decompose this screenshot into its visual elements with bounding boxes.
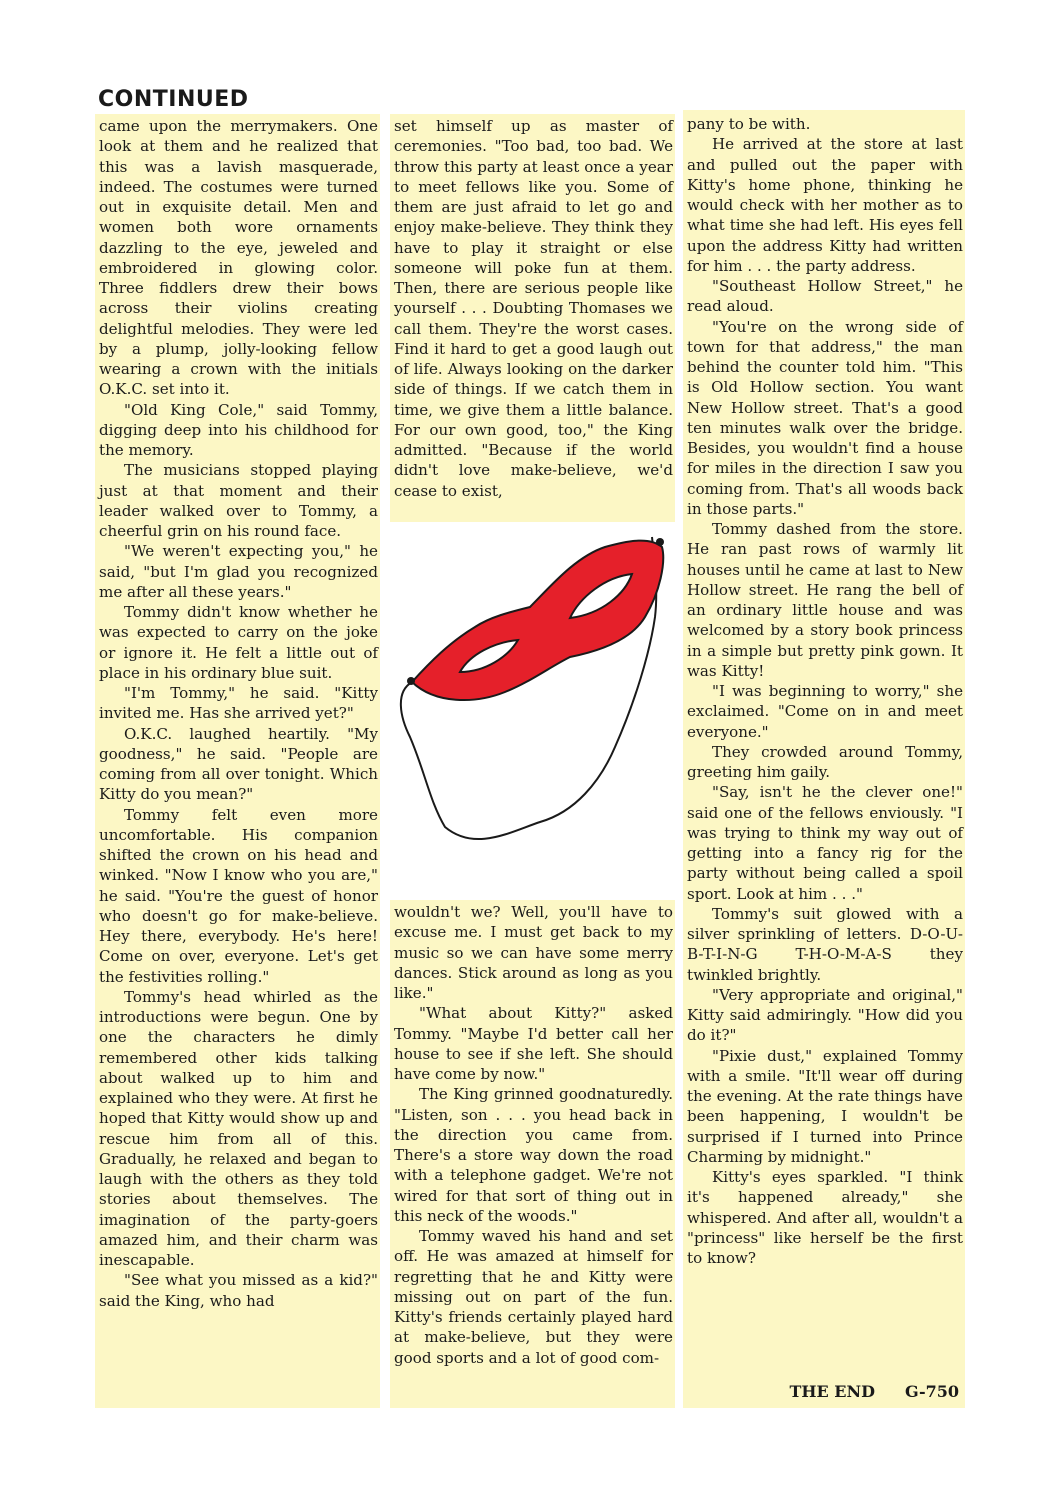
paragraph: pany to be with. [687,115,811,133]
continued-heading: CONTINUED [98,87,249,112]
paragraph: "We weren't expecting you," he said, "but I'm glad you recognized me after all these years." [99,542,378,601]
paragraph: O.K.C. laughed heartily. "My goodness," he said. "People are coming from all over tonight. Which Kitty do you mean?" [99,724,378,804]
paragraph: "You're on the wrong side of town for that address," the man behind the counter told him. "This is Old Hollow section. You want New Hollow street. That's a good ten minutes walk over the bridge. Besides, you wouldn't find a house for miles in the direction I saw you coming from. That's all woods back in those parts." [687,317,963,518]
story-code: G-750 [905,1382,959,1401]
paragraph: He arrived at the store at last and pulled out the paper with Kitty's home phone, thinking he would check with her mother as to what time she had left. His eyes fell upon the address Kitty had written for him . . . the party address. [687,135,963,275]
paragraph: They crowded around Tommy, greeting him gaily. [687,742,963,781]
paragraph: Tommy didn't know whether he was expected to carry on the joke or ignore it. He felt a little out of place in his ordinary blue suit. [99,603,378,682]
paragraph: Tommy felt even more uncomfortable. His companion shifted the crown on his head and winked. "Now I know who you are," he said. "You're the guest of honor who doesn't go for make-believe. Hey there, everybody. He's here! Come on over, everyone. Let's get the festivities rolling." [99,805,378,986]
story-end-line [683,1380,959,1404]
paragraph: "I was beginning to worry," she exclaimed. "Come on in and meet everyone." [687,682,963,741]
paragraph: set himself up as master of ceremonies. "Too bad, too bad. We throw this party at least once a year to meet fellows like you. Some of them are just afraid to let go and enjoy make-believe. They think they have to play it straight or else someone will poke fun at them. Then, there are serious people like yourself . . . Doubting Thomases we call them. They're the worst cases. Find it hard to get a good laugh out of life. Always looking on the darker side of things. If we catch them in time, we give them a little balance. For our own good, too," the King admitted. "Because if the world didn't love make-believe, we'd cease to exist, [394,117,673,500]
text-column-3 [683,110,965,1408]
paragraph: "What about Kitty?" asked Tommy. "Maybe I'd better call her house to see if she left. She should have come by now." [394,1004,673,1083]
paragraph: "I'm Tommy," he said. "Kitty invited me. Has she arrived yet?" [99,684,378,723]
paragraph: "Very appropriate and original," Kitty said admiringly. "How did you do it?" [687,985,963,1045]
masquerade-mask-icon [390,522,675,900]
paragraph: "Say, isn't he the clever one!" said one of the fellows enviously. "I was trying to think my way out of getting into a fancy rig for the party without being called a spoil sport. Look at him . . ." [687,783,963,903]
text-column-2-top [390,114,675,522]
paragraph: "See what you missed as a kid?" said the King, who had [99,1271,378,1310]
mask-illustration [390,522,675,900]
paragraph: Tommy waved his hand and set off. He was amazed at himself for regretting that he and Kitty were missing out on part of the fun. Kitty's friends certainly played hard at make-believe, but they were good sports and a lot of good com- [394,1227,673,1367]
paragraph: Tommy's suit glowed with a silver sprinkling of letters. D-O-U-B-T-I-N-G T-H-O-M-A-S they twinkled brightly. [687,904,963,984]
text-column-2-bottom [390,900,675,1408]
paragraph: Kitty's eyes sparkled. "I think it's happened already," she whispered. And after all, wouldn't a "princess" like herself be the first to know? [687,1168,963,1267]
paragraph: "Southeast Hollow Street," he read aloud. [687,277,963,316]
the-end-label: THE END [789,1382,875,1401]
paragraph: Tommy's head whirled as the introductions were begun. One by one the characters he dimly remembered other kids talking about walked up to him and explained who they were. At first he hoped that Kitty would show up and rescue him from all of this. Gradually, he relaxed and began to laugh with the others as they told stories about themselves. The imagination of the party-goers amazed him, and their charm was inescapable. [99,987,378,1269]
paragraph: The King grinned goodnaturedly. "Listen, son . . . you head back in the direction you came from. There's a store way down the road with a telephone gadget. We're not wired for that sort of thing out in this neck of the woods." [394,1085,673,1225]
paragraph: wouldn't we? Well, you'll have to excuse me. I must get back to my music so we can have some merry dances. Stick around as long as you like." [394,903,673,1002]
paragraph: came upon the merrymakers. One look at them and he realized that this was a lavish masquerade, indeed. The costumes were turned out in exquisite detail. Men and women both wore ornaments dazzling to the eye, jeweled and embroidered in glowing color. Three fiddlers drew their bows across their violins creating delightful melodies. They were led by a plump, jolly-looking fellow wearing a crown with the initials O.K.C. set into it. [99,117,378,399]
paragraph: Tommy dashed from the store. He ran past rows of warmly lit houses until he came at last to New Hollow street. He rang the bell of an ordinary little house and was welcomed by a story book princess in a simple but pretty pink gown. It was Kitty! [687,520,963,680]
text-column-1 [95,114,380,1408]
paragraph: The musicians stopped playing just at that moment and their leader walked over to Tommy, a cheerful grin on his round face. [99,461,378,540]
paragraph: "Pixie dust," explained Tommy with a smile. "It'll wear off during the evening. At the rate things have been happening, I wouldn't be surprised if I turned into Prince Charming by midnight." [687,1046,963,1166]
paragraph: "Old King Cole," said Tommy, digging deep into his childhood for the memory. [99,400,378,459]
